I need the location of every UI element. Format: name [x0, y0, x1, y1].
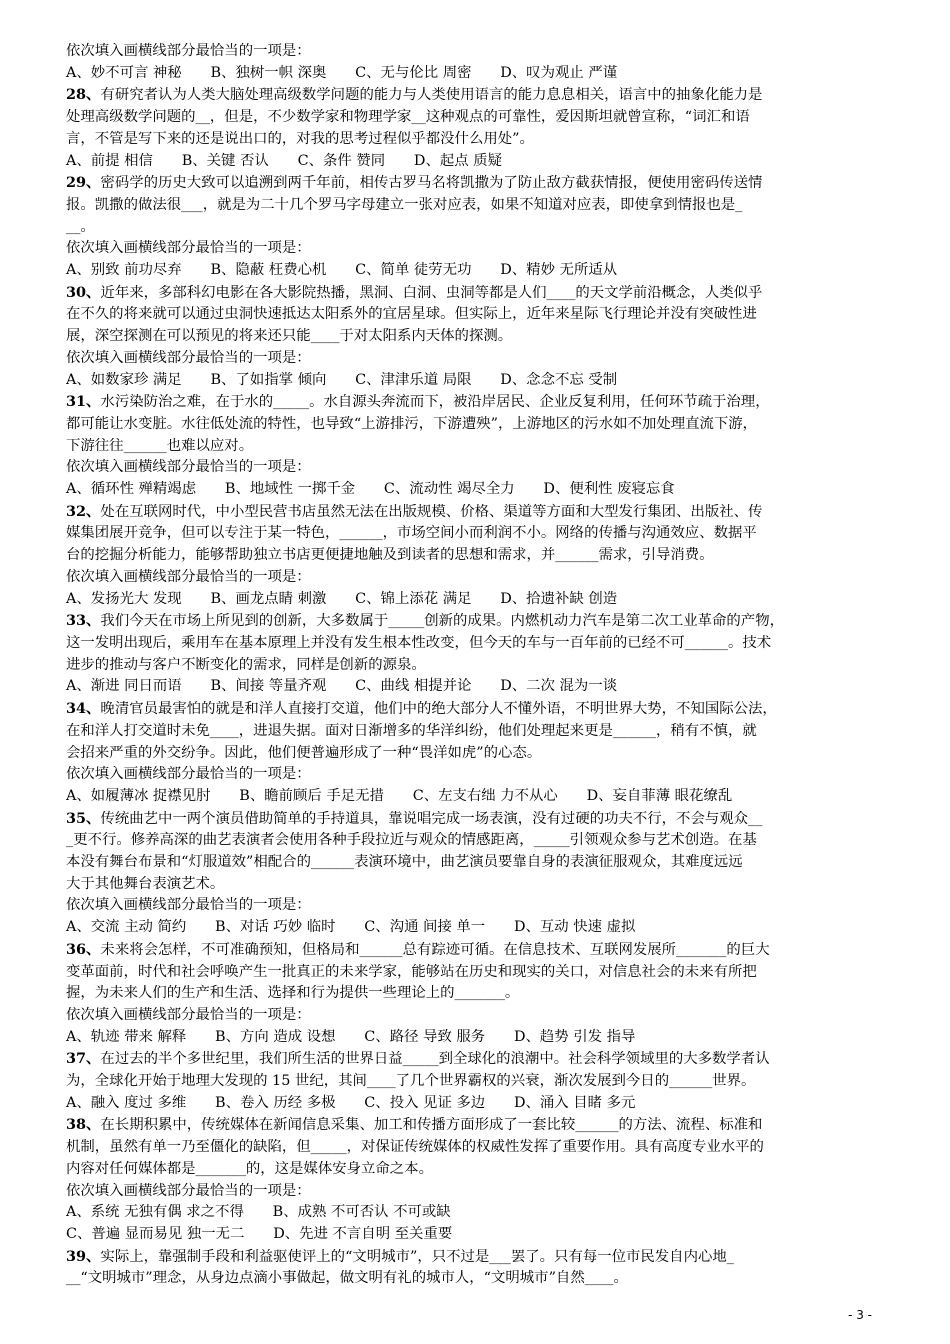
question-number: 32、 — [66, 502, 101, 520]
question-text-line — [66, 107, 886, 129]
page-number: - 3 - — [848, 1308, 872, 1322]
question-text-line — [66, 1137, 886, 1159]
question-text-line — [66, 545, 886, 567]
question-block — [66, 698, 886, 808]
question-text: 实际上，靠强制手段和利益驱使评上的“文明城市”，只不过是___罢了。只有每一位市民发自内心地_ — [100, 1248, 734, 1265]
question-text: 有研究者认为人类大脑处理高级数学问题的能力与人类使用语言的能力息息相关，语言中的抽象化能力是 — [100, 87, 763, 104]
question-text-line — [66, 852, 886, 874]
question-block — [66, 172, 886, 282]
question-text-line — [66, 1246, 886, 1269]
question-text-line — [66, 743, 886, 765]
question-text: 未来将会怎样，不可准确预知，但格局和______总有踪迹可循。在信息技术、互联网发展所_______的巨大 — [100, 941, 770, 958]
question-text: 近年来，多部科幻电影在各大影院热播，黑洞、白洞、虫洞等都是人们____的天文学前沿概念，人类似乎 — [100, 284, 763, 301]
question-prompt: 依次填入画横线部分最恰当的一项是： — [66, 349, 311, 366]
question-text: 处理高级数学问题的__，但是，不少数学家和物理学家__这种观点的可靠性，爱因斯坦就曾宣称，“词汇和语 — [66, 109, 750, 126]
question-text-line — [66, 962, 886, 984]
answer-options: A、渐进 同日而语 B、间接 等量齐观 C、曲线 相提并论 D、二次 混为一谈 — [66, 678, 618, 695]
question-text-line — [66, 326, 886, 348]
question-number: 30、 — [66, 283, 101, 301]
answer-options: A、循环性 殚精竭虑 B、地域性 一掷千金 C、流动性 竭尽全力 D、便利性 废寝忘食 — [66, 481, 675, 498]
question-text-line — [66, 1114, 886, 1137]
question-text: 密码学的历史大致可以追溯到两千年前，相传古罗马名将凯撒为了防止敌方截获情报，便使用密码传送情 — [100, 175, 763, 192]
question-block — [66, 808, 886, 939]
question-text: 机制，虽然有单一乃至僵化的缺陷，但_____，对保证传统媒体的权威性发挥了重要作用。具有高度专业水平的 — [66, 1139, 764, 1156]
question-text: 传统曲艺中一两个演员借助简单的手持道具，靠说唱完成一场表演，没有过硬的功夫不行，不会与观众__ — [100, 810, 763, 827]
question-text-line — [66, 633, 886, 655]
question-prompt: 依次填入画横线部分最恰当的一项是： — [66, 897, 311, 914]
question-text: 在过去的半个多世纪里，我们所生活的世界日益_____到全球化的浪潮中。社会科学领域里的大多数学者认 — [100, 1051, 770, 1068]
answer-options: A、交流 主动 简约 B、对话 巧妙 临时 C、沟通 间接 单一 D、互动 快速 虚拟 — [66, 919, 636, 936]
question-text-line — [66, 391, 886, 414]
question-text-line — [66, 217, 886, 239]
answer-options: A、发扬光大 发现 B、画龙点睛 刺激 C、锦上添花 满足 D、拾遗补缺 创造 — [66, 590, 618, 607]
question-text: __。 — [66, 218, 95, 235]
question-text: 下游往往______也难以应对。 — [66, 437, 254, 454]
question-prompt: 依次填入画横线部分最恰当的一项是： — [66, 766, 311, 783]
question-text-line — [66, 436, 886, 458]
question-prompt: 依次填入画横线部分最恰当的一项是： — [66, 459, 311, 476]
question-prompt: 依次填入画横线部分最恰当的一项是： — [66, 240, 311, 257]
question-text: 言，不管是写下来的还是说出口的，对我的思考过程似乎都没什么用处”。 — [66, 130, 534, 147]
question-block — [66, 282, 886, 392]
question-text: 水污染防治之难，在于水的_____。水自源头奔流而下，被沿岸居民、企业反复利用，任何环节疏于治理， — [100, 394, 770, 411]
answer-options: A、妙不可言 神秘 B、独树一帜 深奥 C、无与伦比 周密 D、叹为观止 严谨 — [66, 64, 618, 81]
question-text-line — [66, 84, 886, 107]
question-number: 38、 — [66, 1116, 101, 1134]
answer-options: A、前提 相信 B、关键 否认 C、条件 赞同 D、起点 质疑 — [66, 152, 502, 169]
answer-options: A、别致 前功尽弃 B、隐蔽 枉费心机 C、简单 徒劳无功 D、精妙 无所适从 — [66, 262, 618, 279]
question-text-line — [66, 655, 886, 677]
question-text-line — [66, 1048, 886, 1071]
question-block — [66, 501, 886, 611]
question-block — [66, 1114, 886, 1245]
question-text: 我们今天在市场上所见到的创新，大多数属于_____创新的成果。内燃机动力汽车是第二次工业革命的产物， — [100, 613, 784, 630]
question-text-line — [66, 282, 886, 305]
question-text: 在不久的将来就可以通过虫洞快速抵达太阳系外的宜居星球。但实际上，近年来星际飞行理论并没有突破性进 — [66, 306, 757, 323]
question-text-line — [66, 983, 886, 1005]
question-text-line — [66, 501, 886, 524]
question-text: 会招来严重的外交纷争。因此，他们便普遍形成了一种“畏洋如虎”的心态。 — [66, 744, 542, 761]
question-text: 变革面前，时代和社会呼唤产生一批真正的未来学家，能够站在历史和现实的关口，对信息社会的未来有所把 — [66, 963, 757, 980]
question-text: 晚清官员最害怕的就是和洋人直接打交道，他们中的绝大部分人不懂外语，不明世界大势，不知国际公法， — [100, 701, 777, 718]
question-prompt: 依次填入画横线部分最恰当的一项是： — [66, 43, 311, 59]
question-number: 39、 — [66, 1247, 101, 1265]
document-page — [66, 41, 886, 1290]
question-number: 29、 — [66, 174, 101, 192]
question-number: 33、 — [66, 612, 101, 630]
question-block — [66, 391, 886, 501]
question-text-line — [66, 523, 886, 545]
answer-options: A、如数家珍 满足 B、了如指掌 倾向 C、津津乐道 局限 D、念念不忘 受制 — [66, 371, 618, 388]
question-block — [66, 1246, 886, 1290]
question-text-line — [66, 939, 886, 962]
answer-options: A、如履薄冰 捉襟见肘 B、瞻前顾后 手足无措 C、左支右绌 力不从心 D、妄自菲薄 眼花缭乱 — [66, 787, 733, 804]
question-number: 31、 — [66, 393, 101, 411]
question-list — [66, 84, 886, 1290]
question-prompt: 依次填入画横线部分最恰当的一项是： — [66, 568, 311, 585]
question-text: 在长期积累中，传统媒体在新闻信息采集、加工和传播方面形成了一套比较______的方法、流程、标准和 — [100, 1117, 763, 1134]
question-block — [66, 1048, 886, 1114]
question-text: 内容对任何媒体都是_______的，这是媒体安身立命之本。 — [66, 1160, 433, 1177]
question-text-line — [66, 830, 886, 852]
question-text-line — [66, 172, 886, 195]
question-number: 35、 — [66, 809, 101, 827]
question-text: __“文明城市”理念，从身边点滴小事做起，做文明有礼的城市人，“文明城市”自然____。 — [66, 1270, 628, 1287]
question-text-line — [66, 304, 886, 326]
question-text-line — [66, 808, 886, 831]
answer-options: A、轨迹 带来 解释 B、方向 造成 设想 C、路径 导致 服务 D、趋势 引发 指导 — [66, 1028, 636, 1045]
question-prompt: 依次填入画横线部分最恰当的一项是： — [66, 1182, 311, 1199]
question-text-line — [66, 195, 886, 217]
question-text-line — [66, 414, 886, 436]
question-text-line — [66, 698, 886, 721]
question-text: 大于其他舞台表演艺术。 — [66, 875, 225, 892]
question-text-line — [66, 1159, 886, 1181]
question-text: 这一发明出现后，乘用车在基本原理上并没有发生根本性改变，但今天的车与一百年前的已经不可______。技术 — [66, 634, 772, 651]
question-text-line — [66, 129, 886, 151]
question-text: 媒集团展开竞争，但可以专注于某一特色，______，市场空间小而利润不小。网络的传播与沟通效应、数据平 — [66, 525, 757, 542]
answer-options: A、融入 度过 多维 B、卷入 历经 多极 C、投入 见证 多边 D、涌入 目睹 多元 — [66, 1094, 636, 1111]
question-number: 28、 — [66, 86, 101, 104]
question-text-line — [66, 1268, 886, 1290]
question-text: 报。凯撒的做法很___，就是为二十几个罗马字母建立一张对应表，如果不知道对应表，即使拿到情报也是_ — [66, 196, 743, 213]
question-text: 展，深空探测在可以预见的将来还只能____于对太阳系内天体的探测。 — [66, 328, 513, 345]
question-text: _更不行。修养高深的曲艺表演者会使用各种手段拉近与观众的情感距离，_____引领观众参与艺术创造。在基 — [66, 832, 757, 849]
question-text-line — [66, 721, 886, 743]
question-text: 在和洋人打交道时未免____，进退失据。面对日渐增多的华洋纠纷，他们处理起来更是______，稍有不慎，就 — [66, 722, 757, 739]
question-block — [66, 610, 886, 698]
question-text-line — [66, 610, 886, 633]
question-text: 台的挖掘分析能力，能够帮助独立书店更便捷地触及到读者的思想和需求，并______需求，引导消费。 — [66, 547, 714, 564]
question-text: 为，全球化开始于地理大发现的 15 世纪，其间____了几个世界霸权的兴衰，渐次发展到今日的______世界。 — [66, 1073, 756, 1090]
question-number: 36、 — [66, 940, 101, 958]
question-text: 处在互联网时代，中小型民营书店虽然无法在出版规模、价格、渠道等方面和大型发行集团、出版社、传 — [100, 503, 763, 520]
question-number: 37、 — [66, 1050, 101, 1068]
question-block — [66, 939, 886, 1049]
answer-options: A、系统 无独有偶 求之不得 B、成熟 不可否认 不可或缺 — [66, 1204, 451, 1221]
question-text-line — [66, 1071, 886, 1093]
answer-options: C、普遍 显而易见 独一无二 D、先进 不言自明 至关重要 — [66, 1225, 453, 1242]
question-text: 本没有舞台布景和“灯服道效”相配合的______表演环境中，曲艺演员要靠自身的表演征服观众，其难度远远 — [66, 854, 743, 871]
question-text-line — [66, 874, 886, 896]
question-block — [66, 84, 886, 172]
question-number: 34、 — [66, 700, 101, 718]
question-text: 进步的推动与客户不断变化的需求，同样是创新的源泉。 — [66, 656, 426, 673]
question-prompt: 依次填入画横线部分最恰当的一项是： — [66, 1006, 311, 1023]
question-text: 都可能让水变脏。水往低处流的特性，也导致“上游排污，下游遭殃”，上游地区的污水如不加处理直流下游， — [66, 415, 758, 432]
question-text: 握，为未来人们的生产和生活、选择和行为提供一些理论上的_______。 — [66, 985, 520, 1002]
